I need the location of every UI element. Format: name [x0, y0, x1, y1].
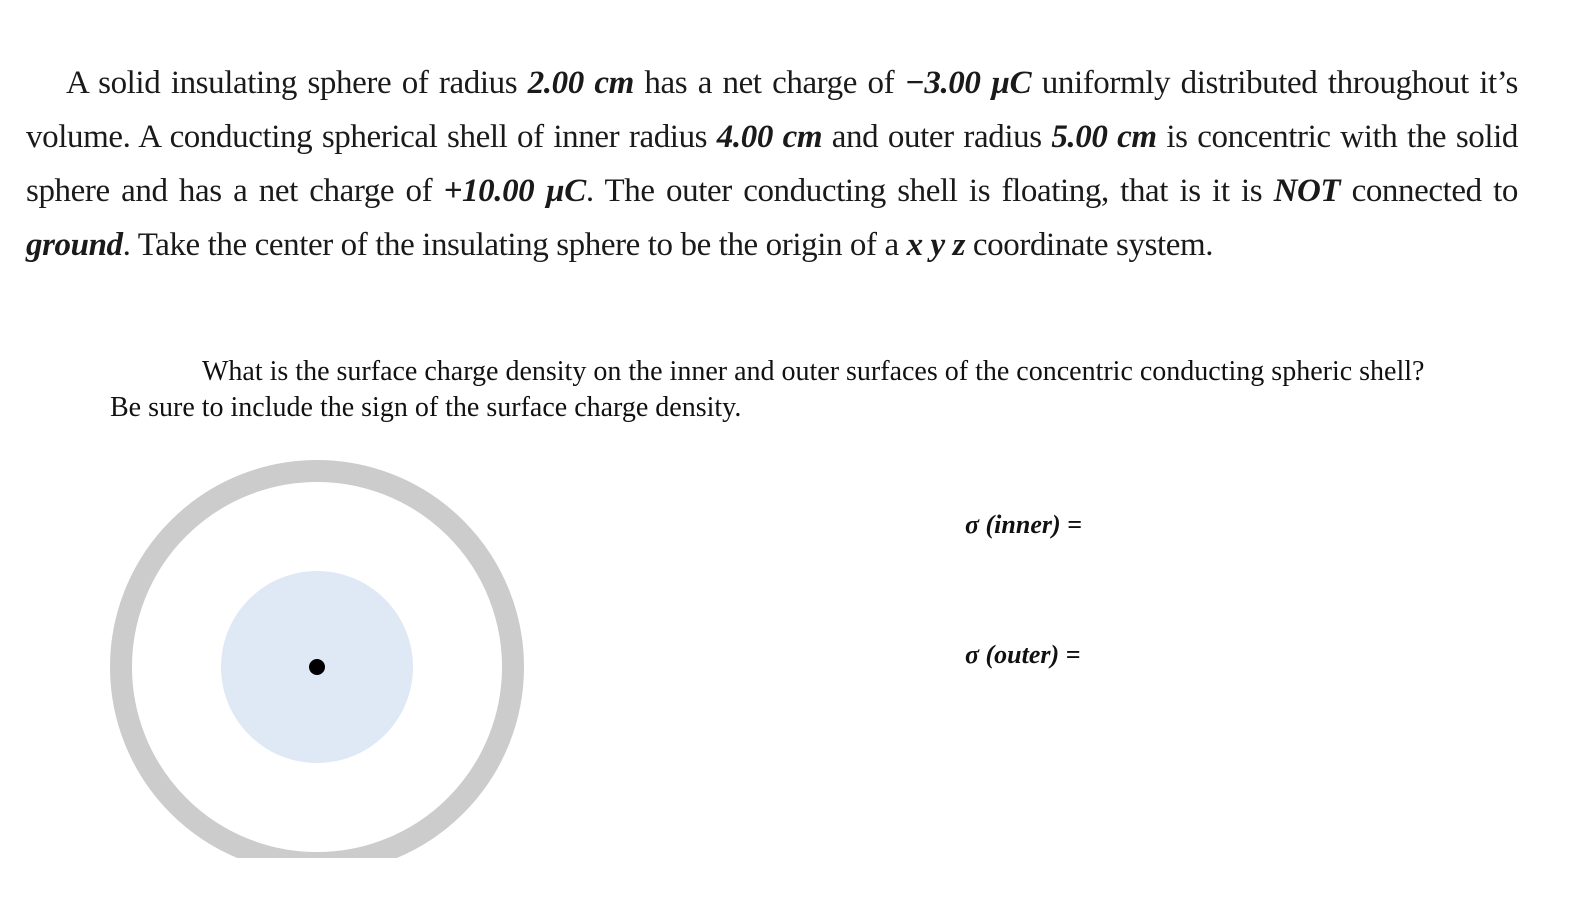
problem-text-4: and outer radius [822, 119, 1052, 155]
sigma-outer-label: σ (outer) = [965, 640, 1081, 669]
problem-text-2: has a net charge of [633, 65, 905, 101]
shell-inner-radius: 4.00 cm [716, 119, 823, 155]
concentric-spheres-diagram [108, 458, 528, 858]
problem-text-5: is concentric with the solid sphere and has a net charge of [26, 119, 1519, 209]
diagram-svg [108, 458, 528, 858]
origin-point [309, 659, 325, 675]
ground-emphasis: ground [26, 227, 123, 263]
sphere-radius: 2.00 cm [527, 65, 634, 101]
shell-outer-radius: 5.00 cm [1051, 119, 1157, 155]
problem-statement [26, 56, 1518, 272]
sphere-charge: −3.00 µC [904, 65, 1032, 101]
problem-text-8: . Take the center of the insulating sphere to be the origin of a [122, 227, 907, 263]
problem-text-1: A solid insulating sphere of radius [66, 65, 528, 101]
sigma-inner-label: σ (inner) = [965, 510, 1082, 539]
problem-text-7: connected to [1340, 173, 1518, 209]
question-text: What is the surface charge density on the inner and outer surfaces of the concentric conducting spheric shell? Be sure to include the sign of the surface charge density. [110, 356, 1425, 423]
shell-charge: +10.00 µC [443, 173, 586, 209]
problem-text-9: coordinate system. [965, 227, 1214, 263]
axes-label: x y z [906, 227, 966, 263]
question-prompt [110, 354, 1450, 426]
problem-text-6: . The outer conducting shell is floating, that is it is [585, 173, 1274, 209]
not-emphasis: NOT [1273, 173, 1341, 209]
problem-text-3: uniformly distributed throughout it’s volume. A conducting spherical shell of inner radius [26, 65, 1518, 155]
